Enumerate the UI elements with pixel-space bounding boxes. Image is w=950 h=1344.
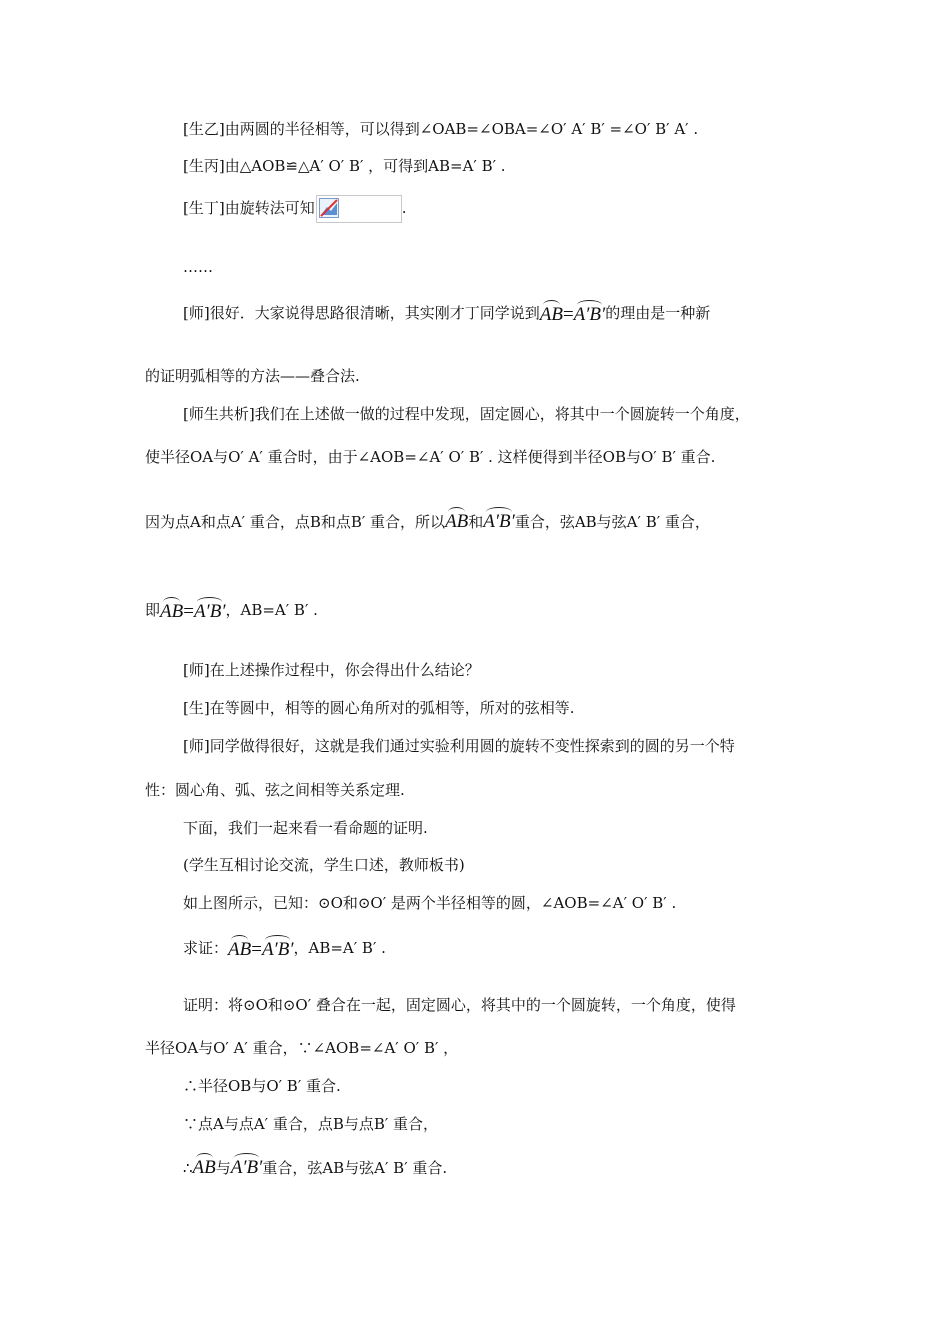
arc-apbp: A′B′ xyxy=(483,511,515,532)
line-sheng-ding xyxy=(183,195,407,223)
line-analysis-3-text: 因为点A和点A′ 重合，点B和点B′ 重合，所以 xyxy=(145,513,446,531)
arc-equation xyxy=(160,602,225,622)
line-shi-1-end: 的理由是一种新 xyxy=(605,304,711,322)
line-sheng-ding-period: . xyxy=(401,199,407,217)
arc-ab: AB xyxy=(445,511,469,532)
line-shi-1 xyxy=(183,303,710,325)
line-prove-end: ，AB=A′ B′ . xyxy=(293,939,386,957)
arc-equation xyxy=(540,305,605,325)
arc-ab: AB xyxy=(228,939,252,960)
equals-sign: = xyxy=(562,304,574,325)
line-teacher: [师]同学做得很好，这就是我们通过实验利用圆的旋转不变性探索到的圆的另一个特 xyxy=(183,737,735,755)
line-proof-5-start: ∴ xyxy=(183,1159,193,1177)
arc-ab: AB xyxy=(160,601,184,622)
line-prove xyxy=(183,938,386,960)
line-proof-5-with: 与 xyxy=(215,1159,231,1177)
line-analysis-3-and: 和 xyxy=(468,513,484,531)
line-analysis-1: [师生共析]我们在上述做一做的过程中发现，固定圆心，将其中一个圆旋转一个角度， xyxy=(183,405,750,423)
line-sheng-yi: [生乙]由两圆的半径相等，可以得到∠OAB=∠OBA=∠O′ A′ B′ =∠O′ B′ A′ . xyxy=(183,120,699,138)
arc-apbp: A′B′ xyxy=(193,601,226,622)
arc-apbp: A′B′ xyxy=(230,1157,263,1178)
line-prove-label: 求证： xyxy=(183,939,229,957)
line-analysis-4-end: ，AB=A′ B′ . xyxy=(225,601,318,619)
line-proof-1: 证明：将⊙O和⊙O′ 叠合在一起，固定圆心，将其中的一个圆旋转，一个角度，使得 xyxy=(183,996,736,1014)
line-proof-2: 半径OA与O′ A′ 重合，∵∠AOB=∠A′ O′ B′ ， xyxy=(145,1039,459,1057)
equals-sign: = xyxy=(251,939,262,960)
line-answer: [生]在等圆中，相等的圆心角所对的弧相等，所对的弦相等. xyxy=(183,699,575,717)
line-sheng-ding-text: [生丁]由旋转法可知 xyxy=(183,199,315,217)
line-analysis-3 xyxy=(145,512,710,532)
line-question: [师]在上述操作过程中，你会得出什么结论？ xyxy=(183,661,480,679)
arc-apbp: A′B′ xyxy=(261,939,294,960)
line-next: 下面，我们一起来看一看命题的证明. xyxy=(183,819,428,837)
line-shi-1-text: [师]很好．大家说得思路很清晰，其实刚才丁同学说到 xyxy=(183,304,540,322)
line-analysis-2: 使半径OA与O′ A′ 重合时，由于∠AOB=∠A′ O′ B′ . 这样便得到半径OB与O′ B′ 重合. xyxy=(145,448,716,466)
line-proof-5 xyxy=(183,1158,447,1178)
line-analysis-3-end: 重合，弦AB与弦A′ B′ 重合， xyxy=(514,513,710,531)
line-theorem: 性：圆心角、弧、弦之间相等关系定理. xyxy=(145,781,405,799)
line-analysis-4 xyxy=(145,600,318,622)
equals-sign: = xyxy=(183,601,194,622)
line-given: 如上图所示，已知：⊙O和⊙O′ 是两个半径相等的圆，∠AOB=∠A′ O′ B′ . xyxy=(183,894,677,912)
line-proof-4: ∵点A与点A′ 重合，点B与点B′ 重合， xyxy=(183,1115,439,1133)
line-discussion: (学生互相讨论交流，学生口述，教师板书) xyxy=(183,856,465,874)
arc-equation xyxy=(228,940,293,960)
broken-image-icon xyxy=(316,195,402,223)
line-proof-3: ∴半径OB与O′ B′ 重合. xyxy=(183,1077,341,1095)
line-shi-1-cont: 的证明弧相等的方法——叠合法. xyxy=(145,367,360,385)
arc-apbp: A′B′ xyxy=(573,304,606,325)
line-sheng-bing: [生丙]由△AOB≌△A′ O′ B′ ，可得到AB=A′ B′ . xyxy=(183,157,506,175)
line-analysis-4-start: 即 xyxy=(145,601,161,619)
arc-ab: AB xyxy=(539,304,563,325)
arc-ab: AB xyxy=(192,1157,216,1178)
ellipsis: …… xyxy=(183,258,213,276)
line-proof-5-end: 重合，弦AB与弦A′ B′ 重合. xyxy=(262,1159,448,1177)
